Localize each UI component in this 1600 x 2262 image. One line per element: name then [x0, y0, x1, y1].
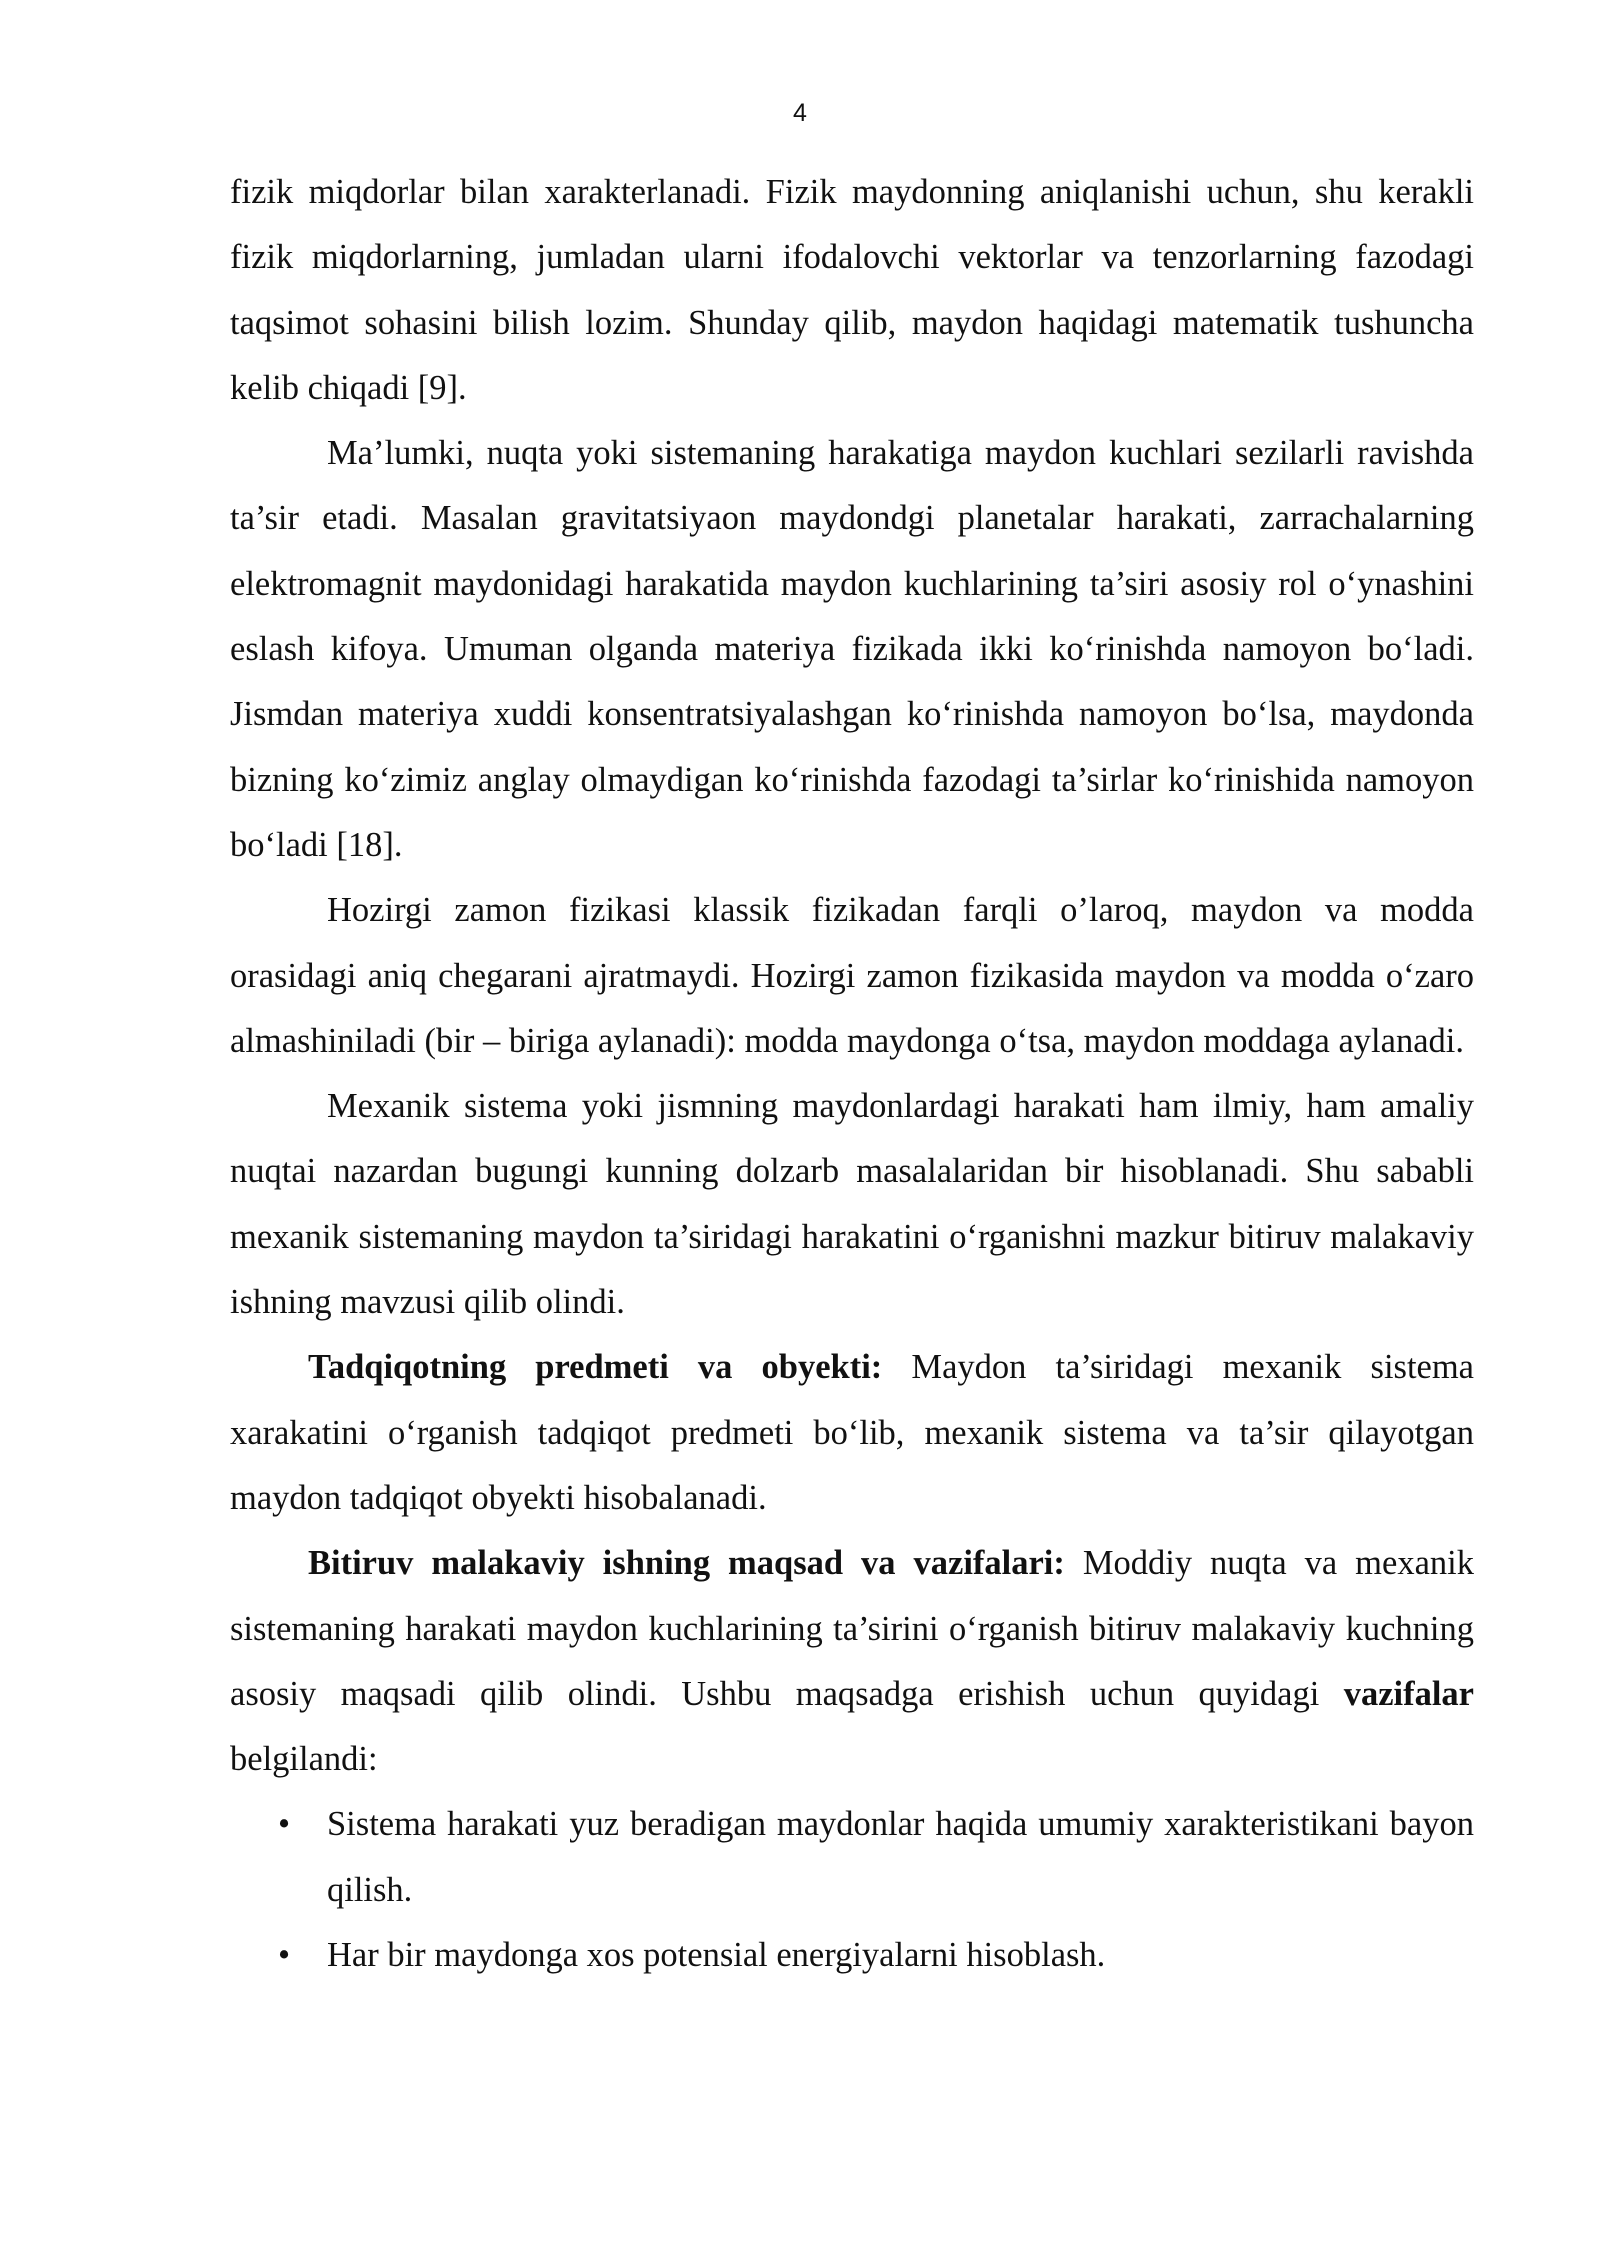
task-list [230, 1792, 1474, 1988]
list-item-text: Har bir maydonga xos potensial energiyalarni hisoblash. [327, 1936, 1106, 1975]
list-item [230, 1923, 1474, 1988]
paragraph-3: Hozirgi zamon fizikasi klassik fizikadan farqli o’laroq, maydon va modda orasidagi aniq chegarani ajratmaydi. Hozirgi zamon fizikasida maydon va modda o‘zaro almashiniladi (bir – biriga aylanadi): modda maydonga o‘tsa, maydon moddaga aylanadi. [230, 891, 1474, 1060]
bullet-icon: • [278, 1936, 291, 1975]
list-item [230, 1792, 1474, 1923]
paragraph-6-tail: belgilandi: [230, 1740, 378, 1779]
document-body [230, 160, 1474, 1988]
paragraph-1: fizik miqdorlar bilan xarakterlanadi. Fizik maydonning aniqlanishi uchun, shu kerakli fizik miqdorlarning, jumladan ularni ifodalovchi vektorlar va tenzorlarning fazodagi taqsimot sohasini bilish lozim. Shunday qilib, maydon haqidagi matematik tushuncha kelib chiqadi [9]. [230, 173, 1474, 407]
paragraph-6 [230, 1531, 1474, 1792]
tasks-word: vazifalar [1343, 1674, 1474, 1713]
bullet-icon: • [278, 1805, 291, 1844]
paragraph-2: Ma’lumki, nuqta yoki sistemaning harakatiga maydon kuchlari sezilarli ravishda ta’sir etadi. Masalan gravitatsiyaon maydondgi planetalar harakati, zarrachalarning elektromagnit maydonidagi harakatida maydon kuchlarining ta’siri asosiy rol o‘ynashini eslash kifoya. Umuman olganda materiya fizikada ikki ko‘rinishda namoyon bo‘ladi. Jismdan materiya xuddi konsentratsiyalashgan ko‘rinishda namoyon bo‘lsa, maydonda bizning ko‘zimiz anglay olmaydigan ko‘rinishda fazodagi ta’sirlar ko‘rinishida namoyon bo‘ladi [18]. [230, 434, 1474, 864]
page-number: 4 [793, 99, 807, 127]
paragraph-5 [230, 1335, 1474, 1531]
paragraph-5-text: Maydon ta’siridagi mexanik sistema xarakatini o‘rganish tadqiqot predmeti bo‘lib, mexanik sistema va ta’sir qilayotgan maydon tadqiqot obyekti hisobalanadi. [230, 1348, 1474, 1517]
paragraph-4: Mexanik sistema yoki jismning maydonlardagi harakati ham ilmiy, ham amaliy nuqtai nazardan bugungi kunning dolzarb masalalaridan bir hisoblanadi. Shu sababli mexanik sistemaning maydon ta’siridagi harakatini o‘rganishni mazkur bitiruv malakaviy ishning mavzusi qilib olindi. [230, 1087, 1474, 1322]
research-subject-heading: Tadqiqotning predmeti va obyekti: [308, 1348, 883, 1387]
goals-heading: Bitiruv malakaviy ishning maqsad va vazifalari: [308, 1544, 1065, 1583]
list-item-text: Sistema harakati yuz beradigan maydonlar haqida umumiy xarakteristikani bayon qilish. [327, 1805, 1474, 1909]
paragraph-6-text: Moddiy nuqta va mexanik sistemaning harakati maydon kuchlarining ta’sirini o‘rganish bitiruv malakaviy kuchning asosiy maqsadi qilib olindi. Ushbu maqsadga erishish uchun quyidagi [230, 1544, 1474, 1713]
